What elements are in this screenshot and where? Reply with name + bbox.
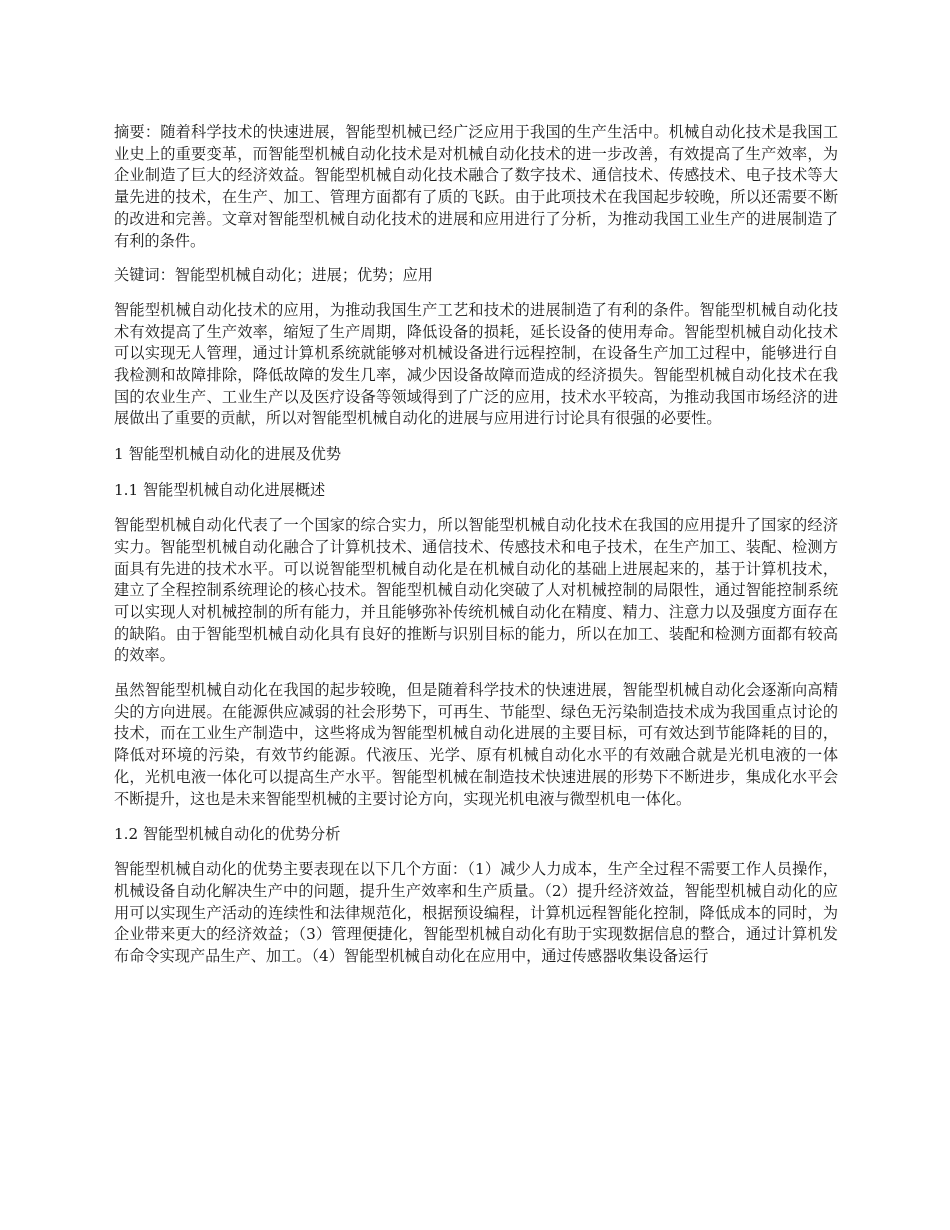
section-1-1-heading: 1.1 智能型机械自动化进展概述	[114, 481, 326, 500]
section-1-1-paragraph-1: 智能型机械自动化代表了一个国家的综合实力，所以智能型机械自动化技术在我国的应用提升了国家的经济实力。智能型机械自动化融合了计算机技术、通信技术、传感技术和电子技术，在生产加工、装配、检测方面具有先进的技术水平。可以说智能型机械自动化是在机械自动化的基础上进展起来的，基于计算机技术，建立了全程控制系统理论的核心技术。智能型机械自动化突破了人对机械控制的局限性，通过智能控制系统可以实现人对机械控制的所有能力，并且能够弥补传统机械自动化在精度、精力、注意力以及强度方面存在的缺陷。由于智能型机械自动化具有良好的推断与识别目标的能力，所以在加工、装配和检测方面都有较高的效率。	[114, 516, 838, 665]
section-1-2-heading: 1.2 智能型机械自动化的优势分析	[114, 825, 341, 844]
keywords-line: 关键词：智能型机械自动化；进展；优势；应用	[114, 266, 433, 285]
document-page	[114, 122, 838, 968]
abstract-paragraph: 摘要：随着科学技术的快速进展，智能型机械已经广泛应用于我国的生产生活中。机械自动化技术是我国工业史上的重要变革，而智能型机械自动化技术是对机械自动化技术的进一步改善，有效提高了生产效率，为企业制造了巨大的经济效益。智能型机械自动化技术融合了数字技术、通信技术、传感技术、电子技术等大量先进的技术，在生产、加工、管理方面都有了质的飞跃。由于此项技术在我国起步较晚，所以还需要不断的改进和完善。文章对智能型机械自动化技术的进展和应用进行了分析，为推动我国工业生产的进展制造了有利的条件。	[114, 123, 838, 250]
section-1-heading: 1 智能型机械自动化的进展及优势	[114, 445, 342, 464]
section-1-2-paragraph-1: 智能型机械自动化的优势主要表现在以下几个方面：（1）减少人力成本，生产全过程不需要工作人员操作，机械设备自动化解决生产中的问题，提升生产效率和生产质量。（2）提升经济效益，智能型机械自动化的应用可以实现生产活动的连续性和法律规范化，根据预设编程，计算机远程智能化控制，降低成本的同时，为企业带来更大的经济效益；（3）管理便捷化，智能型机械自动化有助于实现数据信息的整合，通过计算机发布命令实现产品生产、加工。（4）智能型机械自动化在应用中，通过传感器收集设备运行	[114, 860, 838, 966]
intro-paragraph: 智能型机械自动化技术的应用，为推动我国生产工艺和技术的进展制造了有利的条件。智能型机械自动化技术有效提高了生产效率，缩短了生产周期，降低设备的损耗，延长设备的使用寿命。智能型机械自动化技术可以实现无人管理，通过计算机系统就能够对机械设备进行远程控制，在设备生产加工过程中，能够进行自我检测和故障排除，降低故障的发生几率，减少因设备故障而造成的经济损失。智能型机械自动化技术在我国的农业生产、工业生产以及医疗设备等领域得到了广泛的应用，技术水平较高，为推动我国市场经济的进展做出了重要的贡献，所以对智能型机械自动化的进展与应用进行讨论具有很强的必要性。	[114, 300, 838, 428]
section-1-1-paragraph-2: 虽然智能型机械自动化在我国的起步较晚，但是随着科学技术的快速进展，智能型机械自动化会逐渐向高精尖的方向进展。在能源供应减弱的社会形势下，可再生、节能型、绿色无污染制造技术成为我国重点讨论的技术，而在工业生产制造中，这些将成为智能型机械自动化进展的主要目标，可有效达到节能降耗的目的，降低对环境的污染，有效节约能源。代液压、光学、原有机械自动化水平的有效融合就是光机电液的一体化，光机电液一体化可以提高生产水平。智能型机械在制造技术快速进展的形势下不断进步，集成化水平会不断提升，这也是未来智能型机械的主要讨论方向，实现光机电液与微型机电一体化。	[114, 681, 838, 808]
